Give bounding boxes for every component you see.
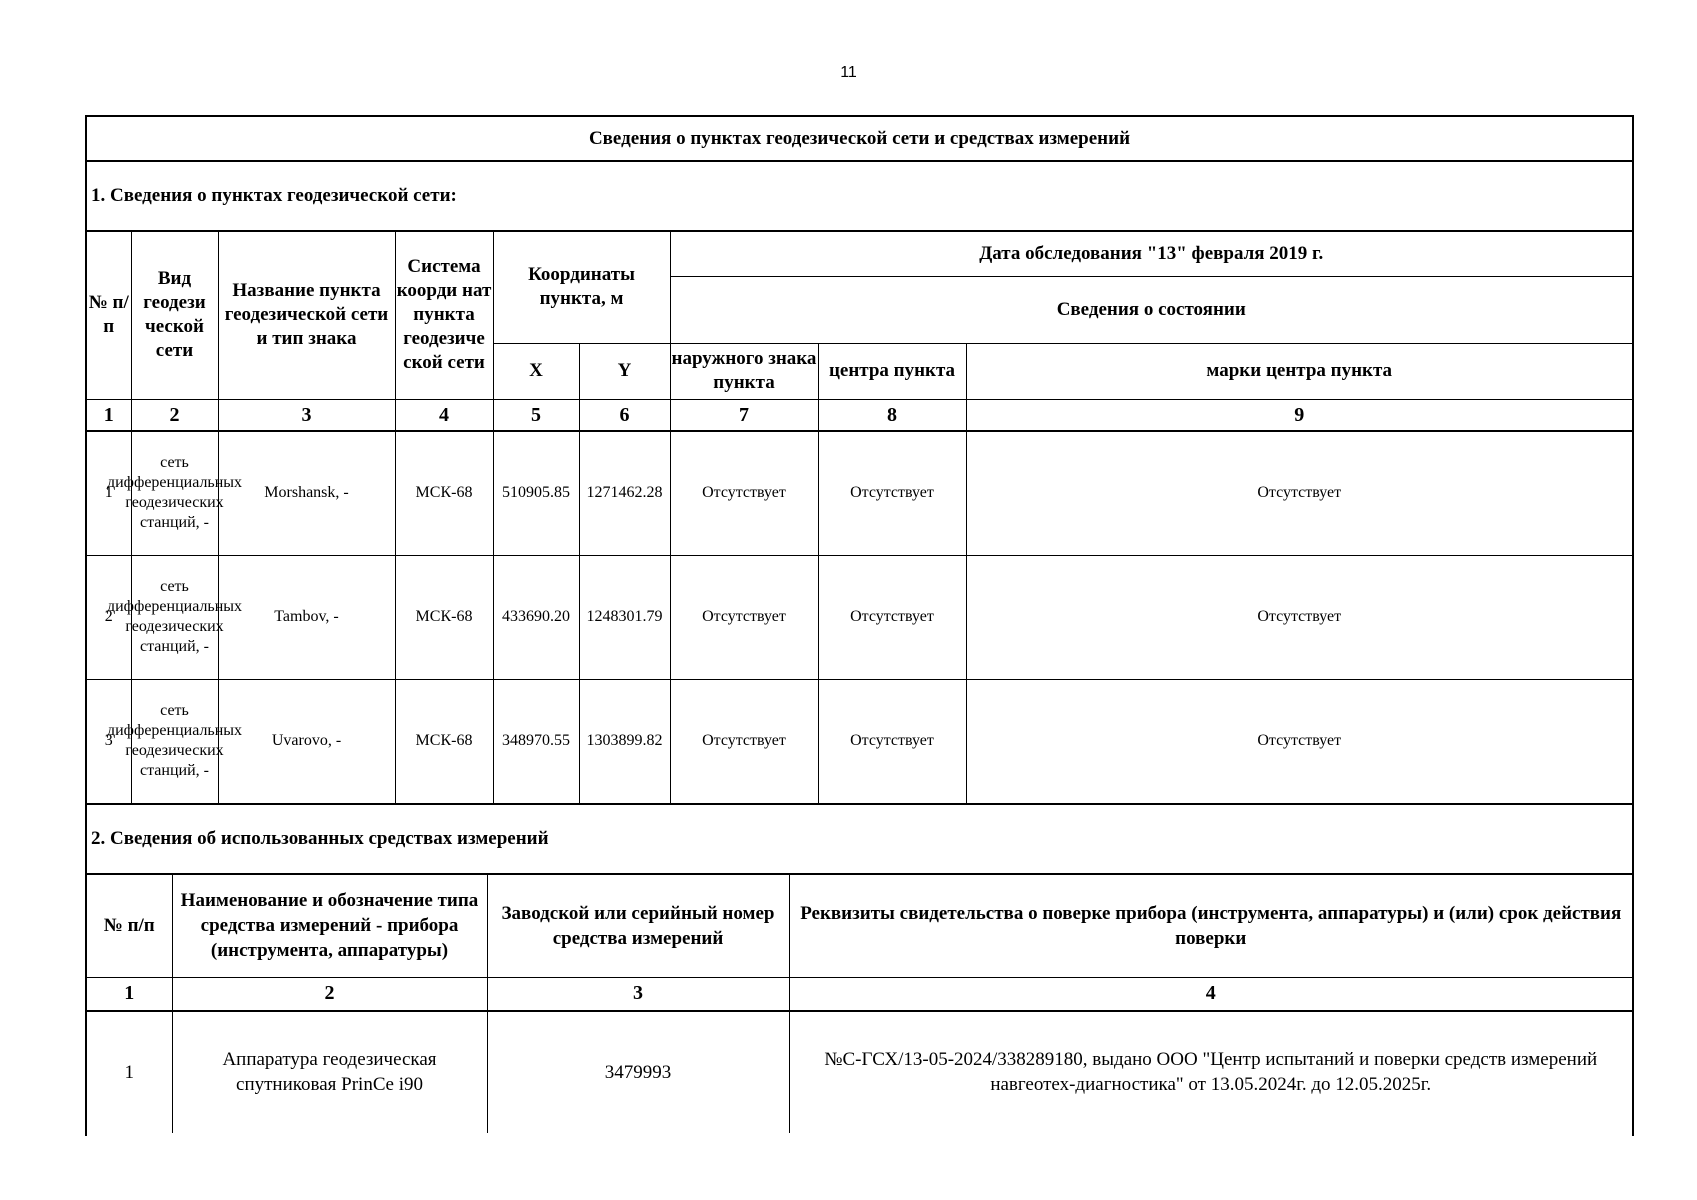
coord-x: 510905.85 bbox=[493, 431, 579, 556]
point-name: Uvarovo, - bbox=[218, 679, 395, 803]
header-network-type: Вид геодези ческой сети bbox=[131, 232, 218, 399]
header-certificate: Реквизиты свидетельства о поверке прибора (инструмента, аппаратуры) и (или) срок действия поверки bbox=[789, 875, 1632, 978]
center-mark-state: Отсутствует bbox=[966, 679, 1632, 803]
header-center-mark: марки центра пункта bbox=[966, 343, 1632, 399]
point-name: Tambov, - bbox=[218, 555, 395, 679]
column-number: 6 bbox=[579, 399, 670, 431]
row-num: 3 bbox=[87, 679, 131, 803]
instrument-name: Аппаратура геодезическая спутниковая PrinCe i90 bbox=[172, 1011, 487, 1133]
center-state: Отсутствует bbox=[818, 679, 966, 803]
table-row bbox=[87, 679, 1632, 803]
coord-x: 433690.20 bbox=[493, 555, 579, 679]
instrument-row-num: 1 bbox=[87, 1011, 172, 1133]
certificate-details: №С-ГСХ/13-05-2024/338289180, выдано ООО "Центр испытаний и поверки средств измерений навгеотех-диагностика" от 13.05.2024г. до 12.05.2025г. bbox=[789, 1011, 1632, 1133]
coord-y: 1271462.28 bbox=[579, 431, 670, 556]
measuring-instruments-table bbox=[87, 875, 1632, 1133]
coord-system: МСК-68 bbox=[395, 431, 493, 556]
header-serial-number: Заводской или серийный номер средства измерений bbox=[487, 875, 789, 978]
center-mark-state: Отсутствует bbox=[966, 431, 1632, 556]
section1-heading: 1. Сведения о пунктах геодезической сети: bbox=[87, 162, 1632, 232]
header-center: центра пункта bbox=[818, 343, 966, 399]
column-number: 4 bbox=[395, 399, 493, 431]
document-title: Сведения о пунктах геодезической сети и средствах измерений bbox=[87, 117, 1632, 162]
table-row bbox=[87, 431, 1632, 556]
header-instrument-name: Наименование и обозначение типа средства измерений - прибора (инструмента, аппаратуры) bbox=[172, 875, 487, 978]
column-number: 1 bbox=[87, 399, 131, 431]
center-mark-state: Отсутствует bbox=[966, 555, 1632, 679]
column-number: 3 bbox=[487, 977, 789, 1011]
table-row bbox=[87, 1011, 1632, 1133]
header-x: X bbox=[493, 343, 579, 399]
coord-x: 348970.55 bbox=[493, 679, 579, 803]
network-type: сеть дифференциальных геодезических станций, - bbox=[106, 454, 243, 531]
geodetic-points-table bbox=[87, 232, 1632, 803]
header-coordinates: Координаты пункта, м bbox=[493, 232, 670, 343]
header-coord-system: Система коорди нат пункта геодезиче ской сети bbox=[395, 232, 493, 399]
row-num: 1 bbox=[87, 431, 131, 556]
column-number: 3 bbox=[218, 399, 395, 431]
coord-system: МСК-68 bbox=[395, 555, 493, 679]
column-number: 1 bbox=[87, 977, 172, 1011]
column-number: 9 bbox=[966, 399, 1632, 431]
section2-heading: 2. Сведения об использованных средствах измерений bbox=[87, 803, 1632, 875]
row-num: 2 bbox=[87, 555, 131, 679]
center-state: Отсутствует bbox=[818, 431, 966, 556]
column-number: 7 bbox=[670, 399, 818, 431]
column-number: 8 bbox=[818, 399, 966, 431]
outer-sign-state: Отсутствует bbox=[670, 555, 818, 679]
column-number: 5 bbox=[493, 399, 579, 431]
column-number: 2 bbox=[131, 399, 218, 431]
coord-y: 1303899.82 bbox=[579, 679, 670, 803]
network-type: сеть дифференциальных геодезических станций, - bbox=[106, 578, 243, 655]
column-number: 2 bbox=[172, 977, 487, 1011]
header-point-name: Название пункта геодезической сети и тип знака bbox=[218, 232, 395, 399]
header-outer-sign: наружного знака пункта bbox=[670, 343, 818, 399]
document-frame bbox=[85, 115, 1634, 1136]
outer-sign-state: Отсутствует bbox=[670, 679, 818, 803]
column-number: 4 bbox=[789, 977, 1632, 1011]
header-y: Y bbox=[579, 343, 670, 399]
table-row bbox=[87, 555, 1632, 679]
header-state: Сведения о состоянии bbox=[670, 276, 1632, 343]
outer-sign-state: Отсутствует bbox=[670, 431, 818, 556]
page-number: 11 bbox=[840, 64, 857, 81]
point-name: Morshansk, - bbox=[218, 431, 395, 556]
header-num: № п/п bbox=[87, 875, 172, 978]
network-type: сеть дифференциальных геодезических станций, - bbox=[106, 702, 243, 779]
header-survey-date: Дата обследования "13" февраля 2019 г. bbox=[670, 232, 1632, 276]
serial-number: 3479993 bbox=[487, 1011, 789, 1133]
coord-system: МСК-68 bbox=[395, 679, 493, 803]
coord-y: 1248301.79 bbox=[579, 555, 670, 679]
center-state: Отсутствует bbox=[818, 555, 966, 679]
header-num: № п/п bbox=[87, 232, 131, 399]
